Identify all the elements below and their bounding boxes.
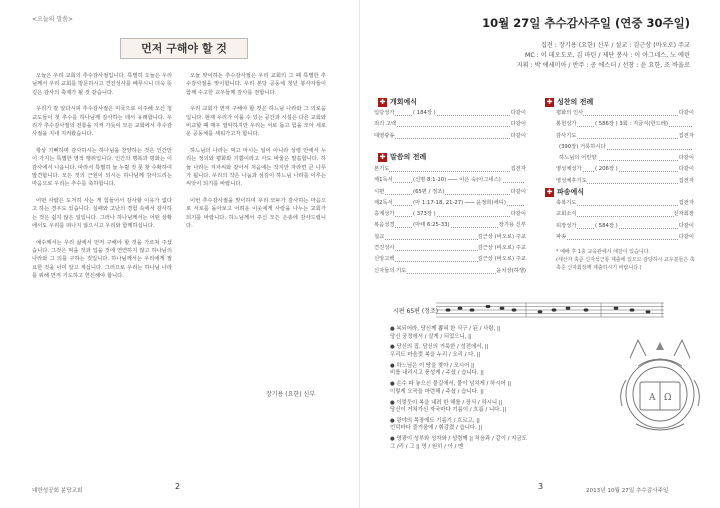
order-item: 파송 (556, 232, 566, 243)
lyric-line: ● 영광이 성부와 성자와 / 성령께 || 처음과 / 같이 / 지금도 (390, 436, 527, 443)
lyric-verse (390, 418, 620, 433)
order-item: 층계성가 (374, 209, 394, 220)
section-heading-eucharist: ✚ 성찬의 전례 (546, 97, 594, 106)
order-leader: 김근상 (바오로) 주교 (478, 232, 526, 243)
order-leader: 다같이 (679, 221, 694, 232)
order-row (556, 108, 694, 119)
lyric-line: ● 당신의 집, 당신의 거룩한 / 성전에서, || (390, 344, 489, 351)
info-line: MC : 이 데오도로, 김 마틴 / 제단 봉사 : 이 아그네스, 노 에린 (525, 52, 690, 59)
sermon-column-2 (186, 72, 326, 239)
order-detail: (마태 6:25-33) (412, 220, 451, 231)
order-row (374, 187, 526, 198)
cross-icon: ✚ (546, 97, 553, 106)
order-leader: 다같이 (511, 131, 526, 142)
order-detail: ( 584장 ) (594, 221, 619, 232)
right-page (360, 0, 720, 508)
lyric-line: ● 손수 파 놓으신 물길에서, 물이 넘치게 / 하시어 || (390, 381, 512, 388)
order-row (374, 164, 526, 175)
order-row (556, 176, 694, 187)
order-item: 영성체성가 (556, 164, 582, 175)
order-item: 대영광송 (374, 131, 394, 142)
order-leader: 집전자 (679, 176, 694, 187)
info-line: 지휘 : 박 에세미아 / 반주 : 공 에스더 / 선창 : 윤 요한, 조 바울로 (516, 62, 690, 69)
order-detail: (신명 8:1-10) ─── 이은 숙(아그네스) (412, 175, 502, 186)
note-line: (세산자 축준 신자석근통 제출에 있으므 감당하시 교우분들은 축 (556, 257, 695, 263)
sermon-paragraph: 우리 교회가 먼저 구해야 할 것은 하느님 나라와 그 의로움입니다. 현재 우리가 이룰 수 있는 공간과 시설은 다른 교회와 비교할 때 매우 열악하지만 우리는 서로 돕고 힘을 모아 새로운 공동체를 세워가고자 합니다. (186, 106, 326, 138)
order-row (556, 131, 694, 142)
psalm-label: 시편 65편 (정조) (393, 308, 439, 315)
order-detail: ( 586장 ) 3회 : 지금식(한드레) (594, 119, 669, 130)
sermon-column-1 (32, 72, 172, 289)
leader-dots (558, 239, 692, 240)
cross-icon: ✚ (546, 187, 553, 196)
order-leader: 장기용 신부 (499, 220, 526, 231)
lyric-verse (390, 344, 620, 359)
order-item: 설교 (374, 232, 384, 243)
order-leader: 다같이 (679, 153, 694, 164)
order-row (556, 221, 694, 232)
leader-dots (558, 216, 692, 217)
order-item: 평화의 인사 (556, 108, 583, 119)
lyric-line: 우리도 마음껏 복을 누리 / 오리 / 다. || (390, 351, 481, 358)
sermon-paragraph: 오늘은 우리 교회의 추수감사절입니다. 특별히 오늘은 우리님께서 우리 교회를 방문하시고 견진성사를 베푸시니 더욱 뜻 깊은 감사의 축제가 될 것 같습니다. (32, 73, 172, 96)
leader-dots (376, 194, 524, 195)
cross-icon: ✚ (379, 97, 386, 106)
order-list-opening (374, 108, 526, 142)
order-detail: ( 373장 ) (412, 209, 437, 220)
order-row (374, 175, 526, 186)
order-list-eucharist (556, 108, 694, 187)
lyric-line: 비를 내리시고 풍성케 / 주셨 / 습니다. || (390, 370, 484, 377)
order-row (556, 164, 694, 175)
leader-dots (558, 228, 692, 229)
svg-text:Ω: Ω (664, 393, 672, 403)
lyric-verse (390, 363, 620, 378)
lyric-verse (390, 436, 620, 451)
order-leader: 김근상 (바오로) 주교 (478, 254, 526, 265)
order-leader: 윤치상(하행) (496, 266, 526, 277)
order-detail: ( 206장 ) (594, 164, 619, 175)
order-row (556, 142, 694, 153)
section-heading-opening: ✚ 개회예식 (379, 97, 418, 106)
order-list-word (374, 164, 526, 277)
section-heading-sending: ✚ 파송예식 (546, 187, 585, 196)
order-row (374, 198, 526, 209)
lyric-line: ● 하느님은 이 땅을 찾아 / 오시어 || (390, 362, 475, 369)
order-item: 봉헌성가 (556, 119, 576, 130)
order-row (374, 254, 526, 265)
order-leader: 집전자 (679, 131, 694, 142)
order-item: 감사기도 (556, 131, 576, 142)
church-emblem-icon (616, 336, 704, 442)
order-leader: 다같이 (511, 119, 526, 130)
leader-dots (376, 115, 524, 116)
sermon-paragraph: 하느님의 나라는 먹고 마시는 일이 아니라 성령 안에서 누리는 정의와 평화와 기쁨이라고 사도 바울은 말씀합니다. 하늘 나라는 겨자씨와 같아서 처음에는 작지만 자라면 큰 나무가 됩니다. 우리의 작은 나눔과 섬김이 하느님 나라를 이루는 씨앗이 되기를 바랍니다. (186, 147, 326, 188)
order-leader: 집전자 (511, 164, 526, 175)
order-leader: 다같이 (511, 108, 526, 119)
note-line: 축준 신자회장께 제출하시기 바랍니다.) (556, 265, 642, 271)
left-page-number: 2 (175, 482, 181, 491)
info-line: 집전 : 장기용 (요한) 신부 / 설교 : 김근상 (바오로) 주교 (540, 42, 690, 49)
order-row (374, 232, 526, 243)
sermon-paragraph: 이번 추수감사절을 맞이하여 우리 모두가 감사하는 마음으로 서로를 돌아보고 어려운 이웃에게 사랑을 나누는 교회가 되기를 바랍니다. 하느님께서 주신 모든 은총에 감사드립니다. (186, 197, 326, 230)
order-row (374, 108, 526, 119)
lyric-line: 언덕마다 즐거움에 / 휘감겼 / 습니다. || (390, 425, 483, 432)
signature: 장기용 (요한) 신부 (266, 391, 316, 398)
right-footer: 2013년 10월 27일 추수감사주일 (586, 488, 669, 494)
order-leader: 김근상 (바오로) 주교 (478, 243, 526, 254)
order-leader: 다같이 (679, 108, 694, 119)
leader-dots (376, 171, 524, 172)
leader-dots (376, 126, 524, 127)
order-detail: (마 1:17-18, 21-27) ─── 윤정희(에디) (412, 198, 507, 209)
order-item: 제2독서 (374, 198, 393, 209)
leader-dots (558, 205, 692, 206)
order-leader: 신자회장 (674, 209, 694, 220)
order-item: 교회소식 (556, 209, 576, 220)
order-item: 제1독서 (374, 175, 393, 186)
order-item: 견진성사 (374, 243, 394, 254)
order-leader: 다같이 (679, 232, 694, 243)
order-item: 신앙고백 (374, 254, 394, 265)
order-row (556, 209, 694, 220)
sermon-paragraph: 예수께서는 우리 삶에서 먼저 구해야 할 것을 가르쳐 주셨습니다. 그것은 먹을 것과 입을 것에 연연하지 않고 하나님의 나라와 그 의를 구하는 것입니다. 하나님께서는 우리에게 필요한 것을 이미 알고 계십니다. 그러므로 우리는 하나님 나라를 위해 먼저 기도하고 헌신해야 합니다. (32, 239, 172, 280)
order-item: 본기도 (374, 164, 389, 175)
order-row (374, 220, 526, 231)
leader-dots (376, 216, 524, 217)
order-row (374, 243, 526, 254)
sermon-paragraph: 어떤 사람은 도저히 사는 게 힘들어서 감사할 이유가 없다고 하는 경우도 있습니다. 실패와 고난의 경험 속에서 감사하는 것은 쉽지 않은 일입니다. 그러나 하나님께서는 어떤 상황에서도 우리를 떠나지 않으시고 우리와 함께하십니다. (32, 197, 172, 230)
lyric-line: ● 복되어라, 당신께 뽑혀 한 식구 / 된 / 사람, || (390, 326, 501, 332)
order-detail: ( 184장 ) (412, 108, 437, 119)
order-detail: (390장) 거룩하시다 (558, 142, 607, 153)
lyric-verse (390, 326, 620, 341)
leader-dots (376, 138, 524, 139)
service-info (420, 41, 690, 71)
order-leader: 다같이 (511, 187, 526, 198)
chant-staff (436, 300, 664, 320)
order-row (556, 119, 694, 130)
left-footer: 대한성공회 분당교회 (32, 488, 83, 494)
order-row (556, 153, 694, 164)
lyric-line: 이렇게 오곡을 마련해 / 주셨 / 습니다. || (390, 388, 484, 395)
note-line: * 예배 후 1층 교육관에서 애찬이 있습니다. (556, 249, 651, 255)
order-item: 입당성가 (374, 108, 394, 119)
cross-icon: ✚ (379, 152, 386, 161)
service-title: 10월 27일 추수감사주일 (연중 30주일) (482, 16, 690, 30)
psalm-lyrics (390, 326, 620, 455)
section-heading-word: ✚ 말씀의 전례 (379, 152, 427, 161)
order-leader: 집전자 (679, 198, 694, 209)
order-item: 신자들의 기도 (374, 266, 406, 277)
order-item: 죄의 고백 (374, 119, 396, 130)
announcement-notes (556, 248, 695, 272)
sermon-paragraph: 우리가 잘 알다시피 추수감사절은 미국으로 이주해 오신 청교도들이 첫 추수를 하나님께 감사하는 데서 유래합니다. 우리가 추수감사절의 전통을 지켜 가듯이 모든 교회에서 추수감사절을 지내 지켜왔습니다. (32, 106, 172, 138)
svg-text:A: A (649, 393, 656, 403)
order-item: 퇴장성가 (556, 221, 576, 232)
lyric-verse (390, 381, 620, 396)
order-item: 영성체후기도 (556, 176, 587, 187)
order-row (374, 209, 526, 220)
order-item: 시편 (374, 187, 384, 198)
sermon-paragraph: 항상 기뻐하며 감사하시는 하나님을 찬양하는 것은 인간만이 가지는 특별한 영적 행위입니다. 인간의 행복과 평화는 이 감사에서 나옵니다. 따라서 특별히 늘 누릴 것 못 찾 수확하여 발견합니다. 모든 것의 근원이 되시는 하나님께 감사드리는 마음으로 우리는 추수를 축하합니다. (32, 147, 172, 188)
lyric-line: 그 /리 / 그 || 영 / 원히 / 아 / 멘 (390, 443, 464, 450)
sermon-paragraph: 오늘 맞이하는 추수감사절은 우리 교회의 그 때 특별한 추수감사절을 맞이합니다. 우리 본당 공동체 청년 봉사자들이 함께 수고한 교우들께 감사를 전합니다. (186, 73, 326, 96)
order-leader: 다같이 (511, 209, 526, 220)
section-header: < 오늘의 말씀 > (32, 14, 73, 23)
order-detail: (65편 / 정조) (412, 187, 445, 198)
sermon-title: 먼저 구해야 할 것 (120, 38, 248, 59)
lyric-verse (390, 400, 620, 415)
order-row (374, 131, 526, 142)
leader-dots (558, 138, 692, 139)
order-leader: 다같이 (679, 164, 694, 175)
right-page-number: 3 (538, 482, 544, 491)
order-list-sending (556, 198, 694, 243)
order-detail: 하느님의 어린양 (558, 153, 598, 164)
lyric-line: 당신 궁정에서 / 살게 / 되었으니, || (390, 333, 472, 340)
lyric-line: ● 광야의 목장에도 기름기 / 흐르고, || (390, 417, 480, 424)
order-item: 복음성경 (374, 220, 394, 231)
lyric-line: ● 이렇듯이 복을 내려 한 해를 / 장식 / 하시니 || (390, 399, 503, 406)
order-row (556, 232, 694, 243)
order-row (556, 198, 694, 209)
lyric-line: 당신이 거쳐가신 자국마다 기름이 / 흐릅 / 니다. || (390, 407, 507, 414)
order-item: 축복기도 (556, 198, 576, 209)
order-row (374, 266, 526, 277)
order-row (374, 119, 526, 130)
